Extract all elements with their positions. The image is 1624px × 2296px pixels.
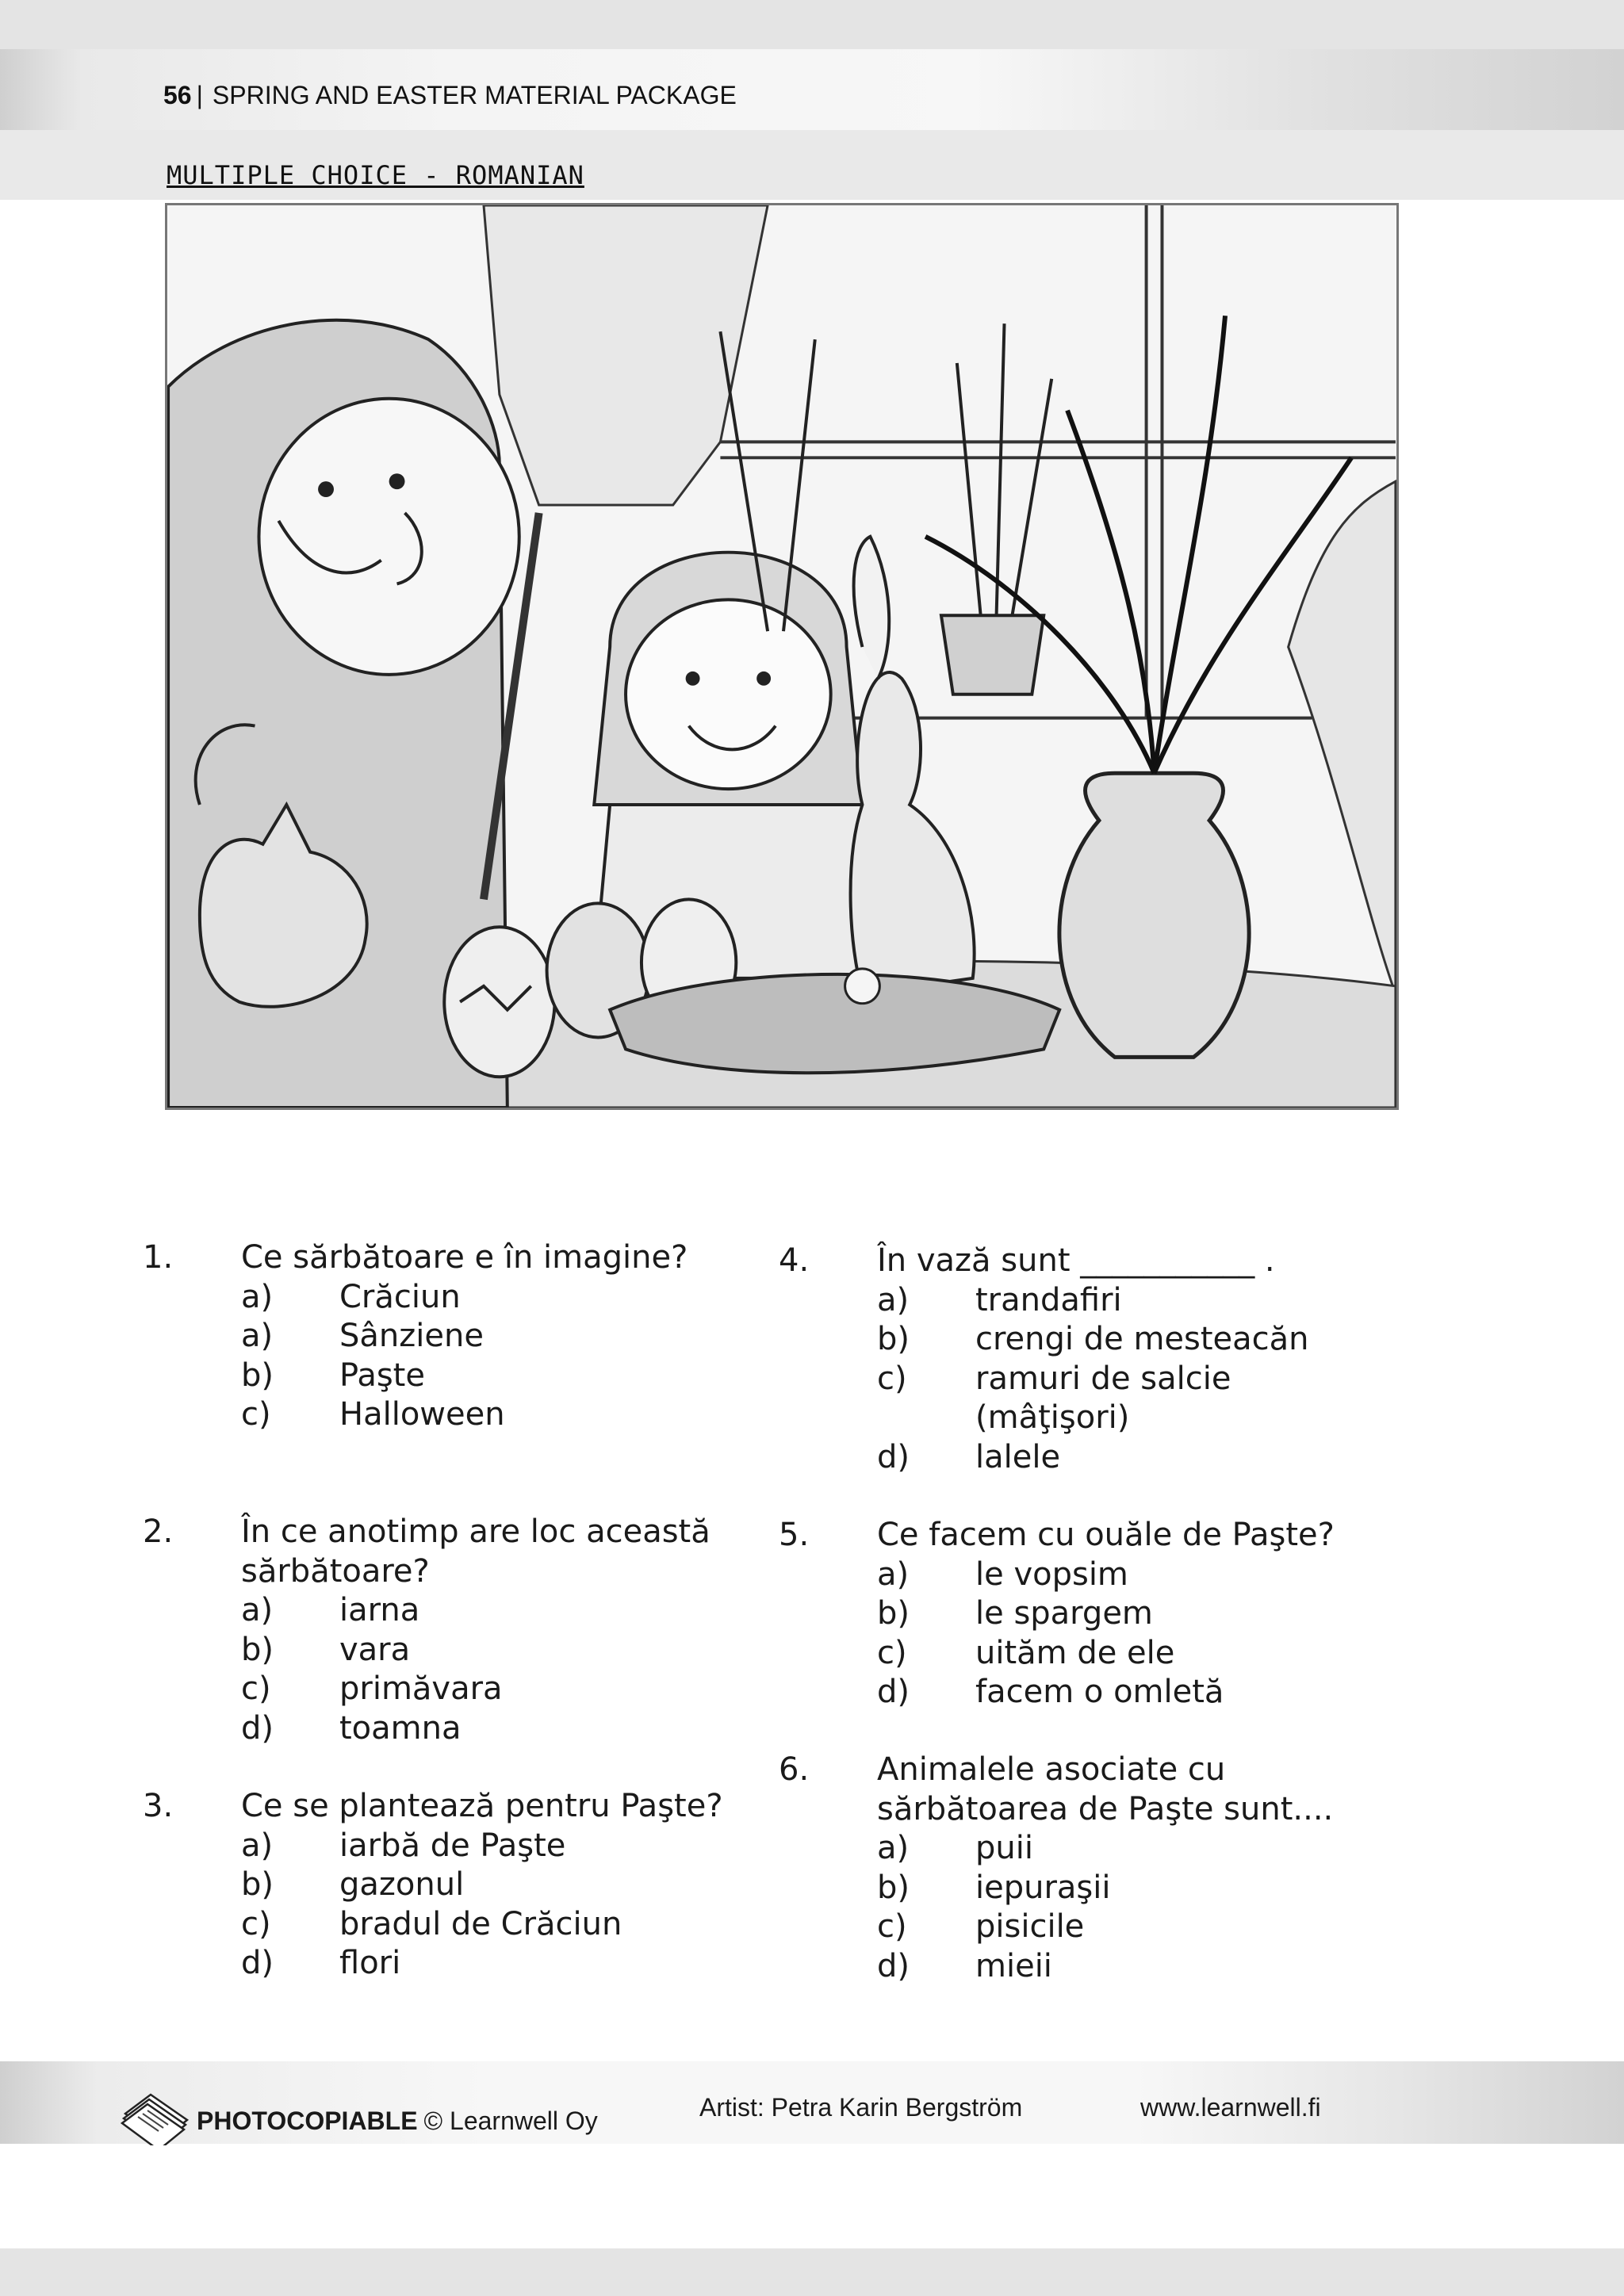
option-letter: a) [241, 1592, 274, 1628]
option-letter: b) [241, 1631, 274, 1668]
option-text: iarbă de Paşte [339, 1827, 566, 1864]
option-letter: d) [877, 1947, 910, 1984]
option-letter: d) [877, 1674, 910, 1710]
easter-illustration [165, 203, 1399, 1110]
photocopiable-label: PHOTOCOPIABLE [197, 2106, 418, 2135]
option-row [143, 1357, 761, 1396]
option-text: crengi de mesteacăn [975, 1321, 1309, 1357]
option-row [779, 1673, 1381, 1712]
question-number: 2. [143, 1513, 174, 1550]
option-letter: d) [241, 1709, 274, 1747]
option-row [143, 1944, 761, 1984]
section-title: MULTIPLE CHOICE - ROMANIAN [167, 160, 584, 190]
option-letter: a) [241, 1278, 274, 1315]
option-row [779, 1438, 1381, 1478]
option-letter: c) [877, 1634, 907, 1671]
option-row [779, 1634, 1381, 1674]
option-text: mieii [975, 1947, 1052, 1984]
question-number: 1. [143, 1239, 174, 1276]
option-row [143, 1631, 761, 1670]
artist-credit: Artist: Petra Karin Bergström [699, 2093, 1023, 2122]
option-row [143, 1591, 761, 1631]
option-text: flori [339, 1945, 401, 1981]
option-letter: a) [877, 1556, 910, 1593]
question-number: 4. [779, 1242, 810, 1279]
option-row [143, 1905, 761, 1945]
website-link[interactable]: www.learnwell.fi [1140, 2093, 1321, 2122]
question-text: În vază sunt ___________ . [877, 1242, 1275, 1279]
option-row [779, 1829, 1381, 1869]
option-row [143, 1278, 761, 1318]
question-text: Ce se plantează pentru Paşte? [241, 1788, 723, 1824]
option-text: bradul de Crăciun [339, 1905, 622, 1942]
question-number: 5. [779, 1517, 810, 1553]
option-text: pisicile [975, 1908, 1085, 1945]
option-row [143, 1670, 761, 1709]
option-text: Paşte [339, 1357, 425, 1394]
option-row [779, 1556, 1381, 1595]
option-text: Halloween [339, 1396, 505, 1433]
option-letter: b) [877, 1321, 910, 1357]
option-letter: b) [241, 1357, 274, 1394]
option-letter: a) [241, 1318, 274, 1354]
papers-icon [119, 2090, 192, 2152]
question-text: Ce sărbătoare e în imagine? [241, 1239, 688, 1276]
option-text: puii [975, 1830, 1033, 1866]
top-band [0, 0, 1624, 49]
option-letter: a) [241, 1827, 274, 1864]
question-text: Animalele asociate cu sărbătoarea de Paşte sunt.... [877, 1751, 1334, 1827]
footer-credit [119, 2090, 598, 2152]
option-text: iepuraşii [975, 1869, 1111, 1906]
option-row [143, 1709, 761, 1749]
question-text: În ce anotimp are loc această sărbătoare? [241, 1513, 710, 1590]
option-letter: b) [241, 1866, 274, 1903]
question-6 [779, 1751, 1381, 1986]
option-text: facem o omletă [975, 1674, 1224, 1710]
question-4 [779, 1242, 1381, 1477]
option-text: uităm de ele [975, 1634, 1175, 1671]
option-row [779, 1281, 1381, 1321]
bottom-band [0, 2248, 1624, 2296]
question-number: 3. [143, 1788, 174, 1824]
option-row [779, 1869, 1381, 1908]
page-number: 56 [163, 81, 192, 109]
question-text: Ce facem cu ouăle de Paşte? [877, 1517, 1335, 1553]
option-letter: c) [877, 1360, 907, 1397]
option-letter: c) [877, 1908, 907, 1945]
option-letter: c) [241, 1396, 271, 1433]
option-row [143, 1317, 761, 1357]
easter-scene-image [167, 205, 1396, 1108]
option-letter: c) [241, 1670, 271, 1707]
option-text: Sânziene [339, 1318, 484, 1354]
option-letter: b) [877, 1595, 910, 1632]
option-letter: a) [877, 1281, 910, 1318]
option-text: vara [339, 1631, 411, 1668]
header-separator: | [196, 81, 203, 109]
option-text: trandafiri [975, 1281, 1122, 1318]
header-title [163, 81, 737, 110]
question-2 [143, 1513, 761, 1748]
option-text: lalele [975, 1438, 1061, 1475]
option-text: gazonul [339, 1866, 465, 1903]
option-row [779, 1594, 1381, 1634]
option-row [143, 1866, 761, 1905]
option-letter: d) [241, 1945, 274, 1981]
package-title: SPRING AND EASTER MATERIAL PACKAGE [212, 81, 737, 109]
option-text: le vopsim [975, 1556, 1128, 1593]
option-row [779, 1360, 1381, 1438]
option-row [779, 1320, 1381, 1360]
option-text: iarna [339, 1592, 420, 1628]
option-letter: c) [241, 1905, 271, 1942]
option-row [143, 1395, 761, 1435]
question-1 [143, 1238, 761, 1435]
option-text: ramuri de salcie (mâţişori) [975, 1360, 1231, 1436]
option-letter: d) [877, 1438, 910, 1475]
option-letter: a) [877, 1830, 910, 1866]
option-text: le spargem [975, 1595, 1153, 1632]
option-letter: b) [877, 1869, 910, 1906]
copyright-text: © Learnwell Oy [423, 2106, 598, 2135]
question-number: 6. [779, 1751, 810, 1788]
question-3 [143, 1787, 761, 1984]
option-row [779, 1947, 1381, 1987]
question-5 [779, 1516, 1381, 1712]
option-row [779, 1908, 1381, 1947]
option-row [143, 1827, 761, 1866]
option-text: toamna [339, 1709, 462, 1747]
option-text: primăvara [339, 1670, 503, 1707]
option-text: Crăciun [339, 1278, 461, 1315]
